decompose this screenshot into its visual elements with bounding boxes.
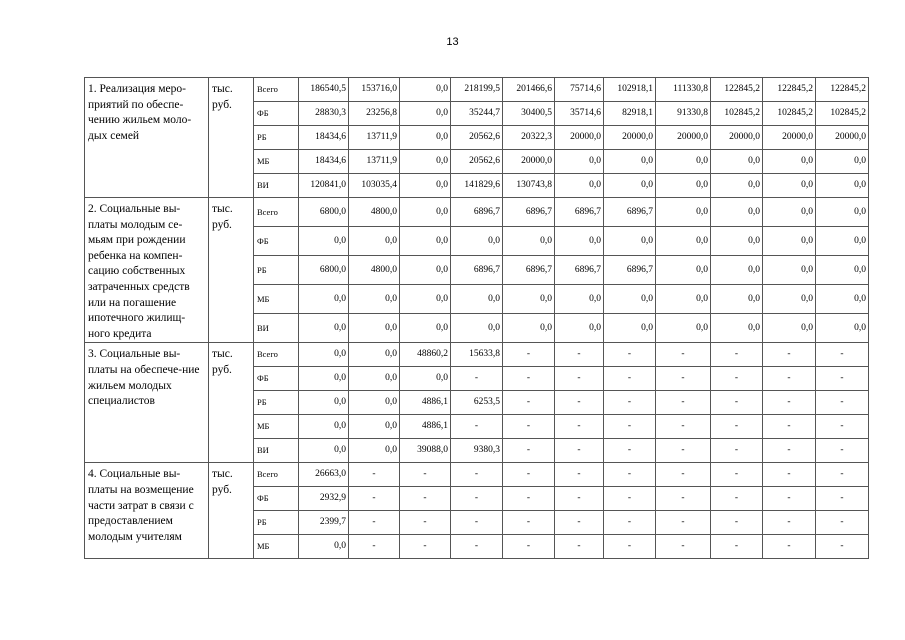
value-cell: - [711, 343, 763, 367]
value-cell: 0,0 [451, 227, 503, 256]
value-cell: 6896,7 [555, 198, 604, 227]
value-cell: - [763, 487, 816, 511]
value-cell: 122845,2 [711, 78, 763, 102]
value-cell: - [604, 367, 656, 391]
funding-source: МБ [254, 535, 299, 559]
table-row [85, 78, 869, 102]
funding-source: ФБ [254, 487, 299, 511]
value-cell: - [451, 463, 503, 487]
value-cell: 4800,0 [349, 256, 400, 285]
value-cell: - [604, 391, 656, 415]
value-cell: 0,0 [816, 174, 869, 198]
value-cell: 0,0 [763, 256, 816, 285]
value-cell: 0,0 [349, 314, 400, 343]
value-cell: - [711, 415, 763, 439]
value-cell: 0,0 [299, 535, 349, 559]
value-cell: 153716,0 [349, 78, 400, 102]
value-cell: 26663,0 [299, 463, 349, 487]
value-cell: 4800,0 [349, 198, 400, 227]
value-cell: - [711, 463, 763, 487]
value-cell: 0,0 [763, 150, 816, 174]
value-cell: - [400, 511, 451, 535]
value-cell: - [503, 367, 555, 391]
value-cell: - [816, 487, 869, 511]
value-cell: 6896,7 [503, 198, 555, 227]
value-cell: 0,0 [763, 285, 816, 314]
value-cell: - [711, 367, 763, 391]
value-cell: 6253,5 [451, 391, 503, 415]
value-cell: - [656, 535, 711, 559]
value-cell: 0,0 [711, 198, 763, 227]
value-cell: 102845,2 [763, 102, 816, 126]
value-cell: 35714,6 [555, 102, 604, 126]
value-cell: - [451, 487, 503, 511]
unit-cell: тыс. руб. [209, 463, 254, 559]
value-cell: - [451, 367, 503, 391]
value-cell: 0,0 [400, 367, 451, 391]
value-cell: - [555, 511, 604, 535]
funding-source: ВИ [254, 439, 299, 463]
value-cell: 0,0 [555, 227, 604, 256]
value-cell: 0,0 [816, 227, 869, 256]
value-cell: 0,0 [400, 102, 451, 126]
value-cell: 13711,9 [349, 126, 400, 150]
value-cell: - [555, 343, 604, 367]
value-cell: - [604, 343, 656, 367]
unit-cell: тыс. руб. [209, 343, 254, 463]
value-cell: - [400, 463, 451, 487]
funding-source: ФБ [254, 227, 299, 256]
unit-cell: тыс. руб. [209, 78, 254, 198]
value-cell: - [555, 415, 604, 439]
value-cell: 0,0 [299, 415, 349, 439]
funding-source: ФБ [254, 367, 299, 391]
value-cell: 102845,2 [816, 102, 869, 126]
value-cell: 4886,1 [400, 391, 451, 415]
value-cell: - [604, 415, 656, 439]
value-cell: 0,0 [400, 227, 451, 256]
value-cell: 2399,7 [299, 511, 349, 535]
value-cell: - [555, 487, 604, 511]
value-cell: 0,0 [400, 285, 451, 314]
value-cell: 0,0 [400, 314, 451, 343]
value-cell: 4886,1 [400, 415, 451, 439]
value-cell: 0,0 [400, 256, 451, 285]
value-cell: 20562,6 [451, 126, 503, 150]
budget-table [84, 77, 869, 559]
value-cell: 82918,1 [604, 102, 656, 126]
value-cell: 6896,7 [604, 198, 656, 227]
value-cell: 6896,7 [451, 256, 503, 285]
value-cell: - [349, 535, 400, 559]
value-cell: - [604, 535, 656, 559]
value-cell: - [451, 511, 503, 535]
funding-source: Всего [254, 198, 299, 227]
value-cell: - [503, 391, 555, 415]
value-cell: 0,0 [349, 227, 400, 256]
value-cell: - [604, 439, 656, 463]
value-cell: 0,0 [299, 391, 349, 415]
value-cell: 0,0 [711, 174, 763, 198]
value-cell: 0,0 [503, 314, 555, 343]
value-cell: 103035,4 [349, 174, 400, 198]
table-row [85, 343, 869, 367]
value-cell: 0,0 [555, 314, 604, 343]
value-cell: - [503, 415, 555, 439]
value-cell: 6896,7 [555, 256, 604, 285]
value-cell: - [816, 367, 869, 391]
value-cell: - [503, 439, 555, 463]
value-cell: - [763, 463, 816, 487]
event-title: 2. Социальные вы-платы молодым се-мьям при рождении ребенка на компен-сацию собственных затраченных средств или на погашение ипотечного жилищ-ного кредита [85, 198, 209, 343]
value-cell: 201466,6 [503, 78, 555, 102]
value-cell: 0,0 [604, 314, 656, 343]
table-row [85, 463, 869, 487]
value-cell: 20000,0 [763, 126, 816, 150]
value-cell: 0,0 [711, 314, 763, 343]
value-cell: - [816, 439, 869, 463]
value-cell: 0,0 [711, 256, 763, 285]
value-cell: 2932,9 [299, 487, 349, 511]
value-cell: - [555, 391, 604, 415]
value-cell: 6800,0 [299, 198, 349, 227]
value-cell: 0,0 [816, 198, 869, 227]
value-cell: 0,0 [816, 150, 869, 174]
value-cell: 91330,8 [656, 102, 711, 126]
value-cell: - [763, 511, 816, 535]
funding-source: МБ [254, 415, 299, 439]
value-cell: - [656, 367, 711, 391]
value-cell: 0,0 [299, 285, 349, 314]
value-cell: 0,0 [503, 227, 555, 256]
value-cell: 48860,2 [400, 343, 451, 367]
value-cell: - [656, 415, 711, 439]
value-cell: - [711, 535, 763, 559]
value-cell: 122845,2 [763, 78, 816, 102]
value-cell: - [604, 463, 656, 487]
value-cell: 0,0 [763, 227, 816, 256]
value-cell: 18434,6 [299, 150, 349, 174]
value-cell: - [763, 415, 816, 439]
value-cell: 6896,7 [604, 256, 656, 285]
value-cell: 23256,8 [349, 102, 400, 126]
value-cell: 120841,0 [299, 174, 349, 198]
value-cell: - [711, 511, 763, 535]
value-cell: 0,0 [604, 174, 656, 198]
value-cell: 0,0 [400, 126, 451, 150]
value-cell: 0,0 [349, 415, 400, 439]
value-cell: 0,0 [299, 343, 349, 367]
value-cell: - [816, 535, 869, 559]
value-cell: 0,0 [555, 150, 604, 174]
value-cell: 0,0 [763, 314, 816, 343]
value-cell: - [711, 439, 763, 463]
value-cell: 0,0 [400, 78, 451, 102]
value-cell: - [503, 343, 555, 367]
funding-source: ВИ [254, 314, 299, 343]
value-cell: 15633,8 [451, 343, 503, 367]
funding-source: РБ [254, 391, 299, 415]
value-cell: 0,0 [349, 391, 400, 415]
value-cell: 0,0 [711, 227, 763, 256]
value-cell: - [763, 439, 816, 463]
funding-source: МБ [254, 285, 299, 314]
funding-source: МБ [254, 150, 299, 174]
funding-source: Всего [254, 343, 299, 367]
value-cell: 9380,3 [451, 439, 503, 463]
unit-cell: тыс. руб. [209, 198, 254, 343]
value-cell: - [451, 535, 503, 559]
value-cell: - [656, 391, 711, 415]
value-cell: - [555, 439, 604, 463]
value-cell: - [816, 343, 869, 367]
value-cell: - [656, 343, 711, 367]
value-cell: 20000,0 [555, 126, 604, 150]
value-cell: 20562,6 [451, 150, 503, 174]
value-cell: - [400, 487, 451, 511]
value-cell: - [763, 367, 816, 391]
value-cell: 20000,0 [711, 126, 763, 150]
value-cell: 0,0 [656, 285, 711, 314]
value-cell: 20000,0 [604, 126, 656, 150]
value-cell: 6896,7 [503, 256, 555, 285]
value-cell: 0,0 [299, 367, 349, 391]
value-cell: 0,0 [503, 285, 555, 314]
value-cell: 0,0 [656, 150, 711, 174]
value-cell: 39088,0 [400, 439, 451, 463]
value-cell: - [555, 367, 604, 391]
value-cell: 6896,7 [451, 198, 503, 227]
value-cell: - [503, 487, 555, 511]
funding-source: РБ [254, 126, 299, 150]
value-cell: 0,0 [555, 285, 604, 314]
value-cell: 186540,5 [299, 78, 349, 102]
value-cell: 18434,6 [299, 126, 349, 150]
value-cell: 0,0 [604, 285, 656, 314]
value-cell: 0,0 [711, 150, 763, 174]
value-cell: - [555, 463, 604, 487]
value-cell: 0,0 [349, 367, 400, 391]
value-cell: - [656, 487, 711, 511]
value-cell: 0,0 [349, 343, 400, 367]
value-cell: 122845,2 [816, 78, 869, 102]
value-cell: 0,0 [816, 285, 869, 314]
value-cell: 0,0 [711, 285, 763, 314]
value-cell: 13711,9 [349, 150, 400, 174]
value-cell: - [503, 511, 555, 535]
value-cell: - [451, 415, 503, 439]
event-title: 4. Социальные вы-платы на возмещение части затрат в связи с предоставлением молодым учителям [85, 463, 209, 559]
table-row [85, 198, 869, 227]
value-cell: - [349, 487, 400, 511]
value-cell: 0,0 [451, 314, 503, 343]
funding-source: ФБ [254, 102, 299, 126]
value-cell: 0,0 [763, 198, 816, 227]
value-cell: 75714,6 [555, 78, 604, 102]
value-cell: 0,0 [656, 198, 711, 227]
value-cell: 0,0 [816, 314, 869, 343]
value-cell: 0,0 [299, 314, 349, 343]
value-cell: 0,0 [656, 227, 711, 256]
funding-source: Всего [254, 78, 299, 102]
value-cell: - [503, 463, 555, 487]
value-cell: 0,0 [555, 174, 604, 198]
value-cell: - [604, 487, 656, 511]
value-cell: - [400, 535, 451, 559]
value-cell: 35244,7 [451, 102, 503, 126]
value-cell: - [656, 439, 711, 463]
value-cell: 6800,0 [299, 256, 349, 285]
value-cell: 0,0 [349, 285, 400, 314]
value-cell: 0,0 [349, 439, 400, 463]
value-cell: 111330,8 [656, 78, 711, 102]
value-cell: 102845,2 [711, 102, 763, 126]
value-cell: 0,0 [400, 150, 451, 174]
value-cell: 0,0 [656, 256, 711, 285]
value-cell: 0,0 [299, 227, 349, 256]
value-cell: - [656, 463, 711, 487]
value-cell: 130743,8 [503, 174, 555, 198]
value-cell: - [656, 511, 711, 535]
value-cell: - [816, 511, 869, 535]
value-cell: - [555, 535, 604, 559]
value-cell: 0,0 [299, 439, 349, 463]
value-cell: 0,0 [656, 174, 711, 198]
funding-source: Всего [254, 463, 299, 487]
value-cell: - [816, 415, 869, 439]
value-cell: - [711, 391, 763, 415]
event-title: 1. Реализация меро-приятий по обеспе-чению жильем моло-дых семей [85, 78, 209, 198]
value-cell: 0,0 [656, 314, 711, 343]
value-cell: - [711, 487, 763, 511]
value-cell: 0,0 [604, 150, 656, 174]
value-cell: 28830,3 [299, 102, 349, 126]
value-cell: - [349, 463, 400, 487]
value-cell: - [763, 343, 816, 367]
value-cell: 20322,3 [503, 126, 555, 150]
value-cell: 0,0 [400, 198, 451, 227]
value-cell: 102918,1 [604, 78, 656, 102]
value-cell: 20000,0 [656, 126, 711, 150]
value-cell: - [349, 511, 400, 535]
value-cell: 0,0 [763, 174, 816, 198]
value-cell: 0,0 [451, 285, 503, 314]
value-cell: - [604, 511, 656, 535]
value-cell: - [816, 463, 869, 487]
page-number: 13 [446, 36, 459, 48]
value-cell: 0,0 [604, 227, 656, 256]
funding-source: ВИ [254, 174, 299, 198]
value-cell: 0,0 [400, 174, 451, 198]
value-cell: - [816, 391, 869, 415]
value-cell: - [503, 535, 555, 559]
funding-source: РБ [254, 256, 299, 285]
funding-source: РБ [254, 511, 299, 535]
value-cell: 141829,6 [451, 174, 503, 198]
value-cell: - [763, 535, 816, 559]
value-cell: 20000,0 [816, 126, 869, 150]
event-title: 3. Социальные вы-платы на обеспече-ние жильем молодых специалистов [85, 343, 209, 463]
value-cell: 30400,5 [503, 102, 555, 126]
value-cell: 20000,0 [503, 150, 555, 174]
value-cell: 218199,5 [451, 78, 503, 102]
value-cell: - [763, 391, 816, 415]
value-cell: 0,0 [816, 256, 869, 285]
